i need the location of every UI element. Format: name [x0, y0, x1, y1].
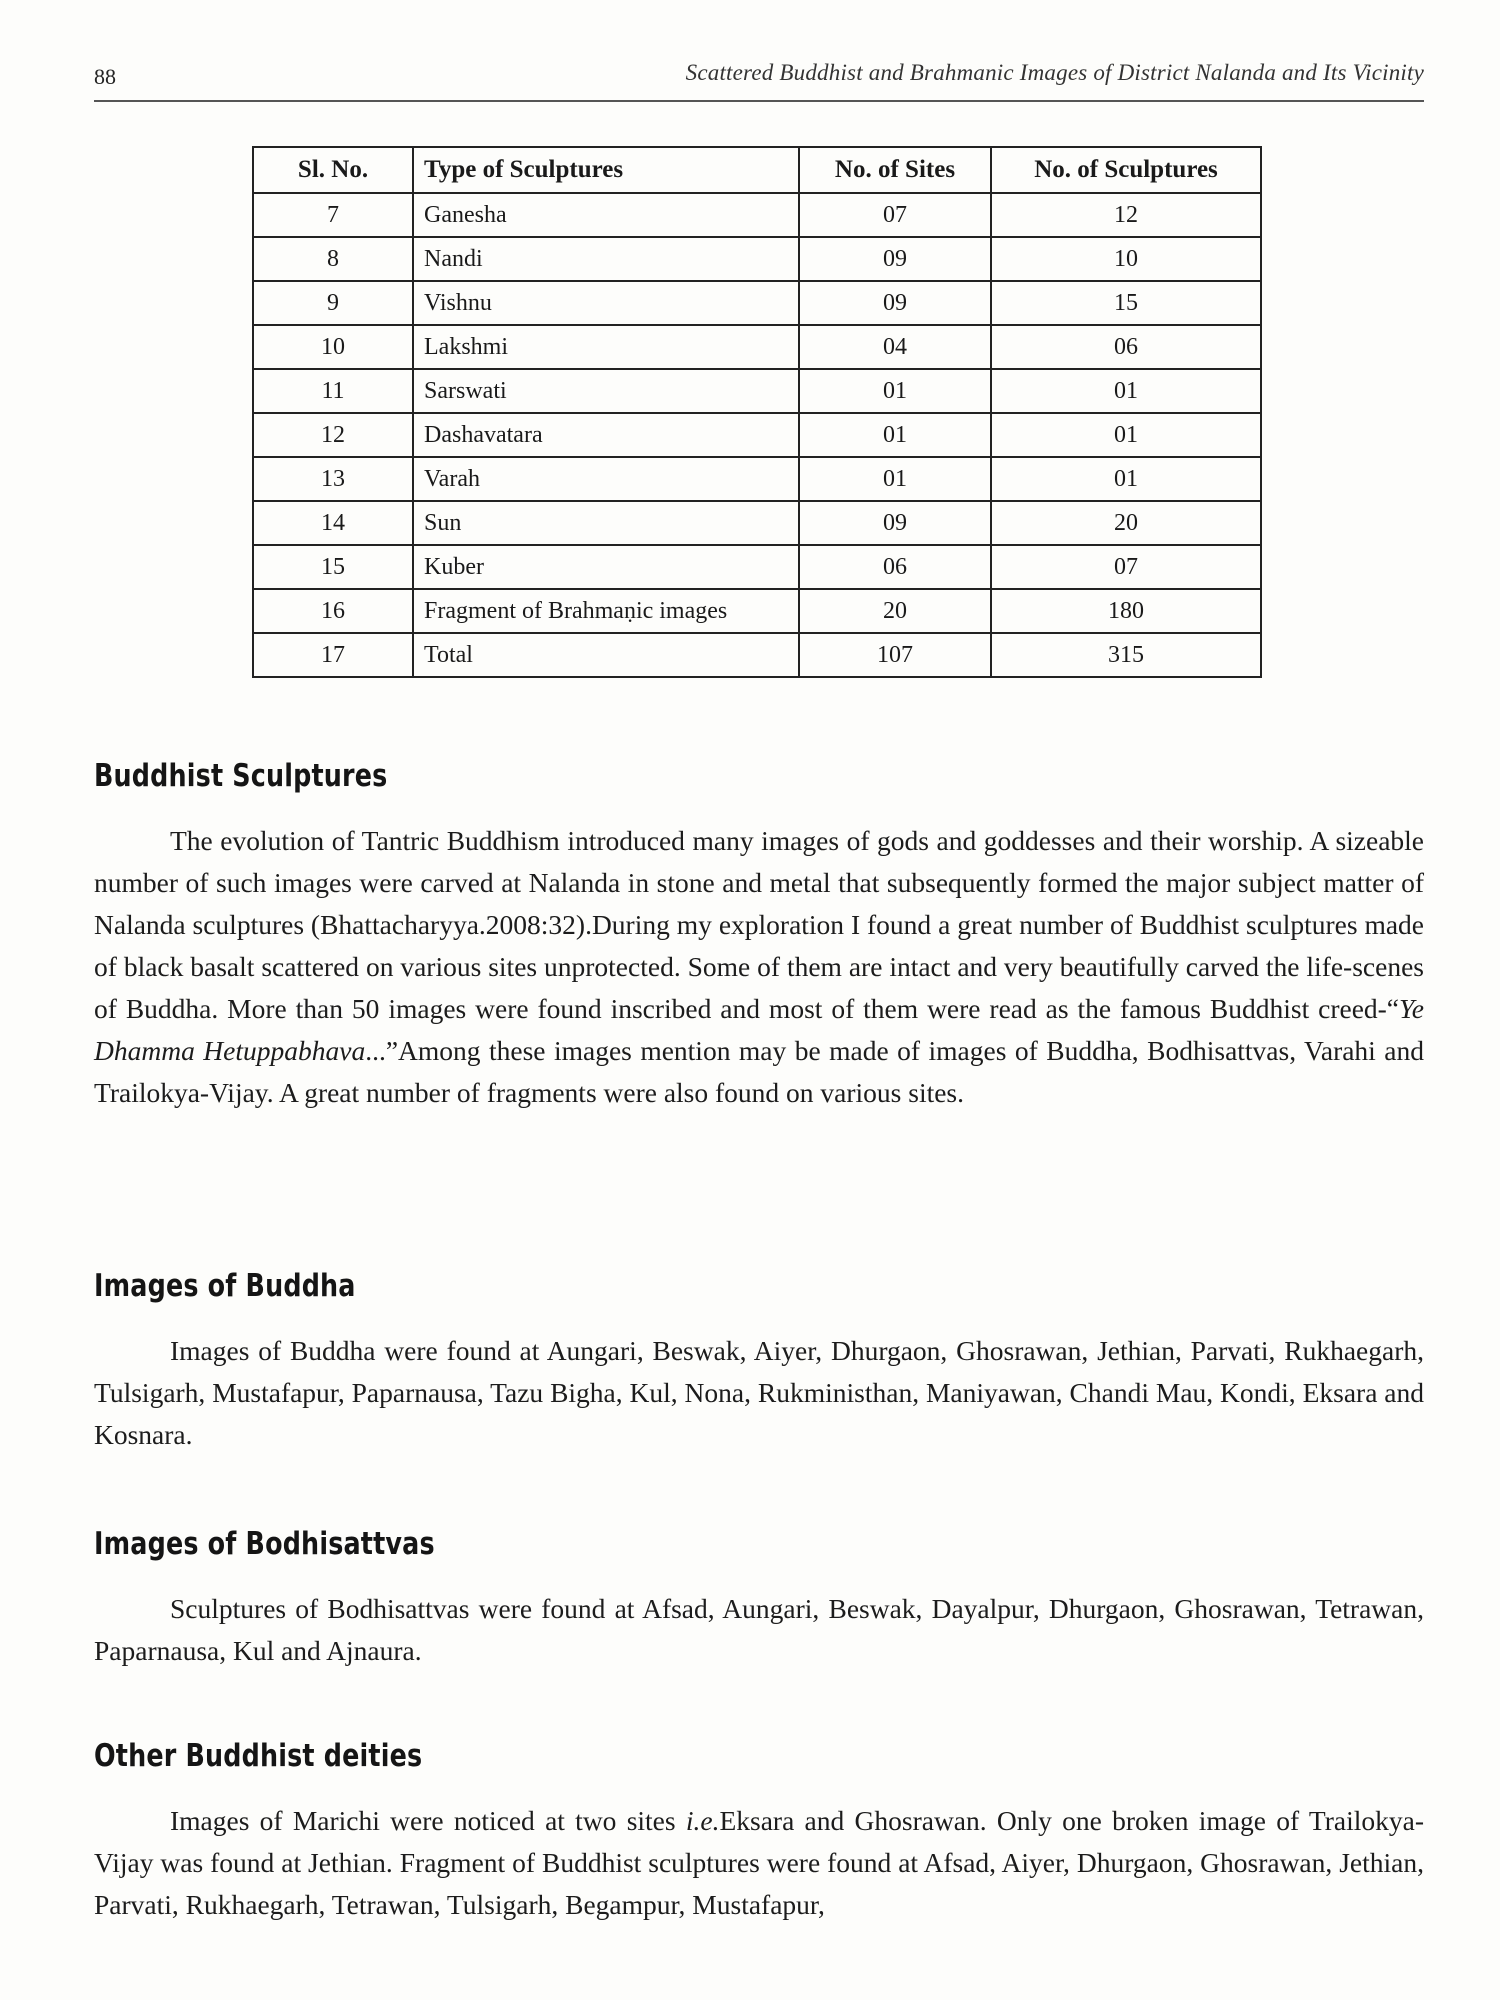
- cell-sculptures: 01: [991, 413, 1261, 457]
- cell-sl-no: 15: [253, 545, 413, 589]
- section-other-buddhist-deities: [94, 1738, 1424, 1926]
- table-row: [253, 193, 1261, 237]
- section-paragraph: [94, 820, 1424, 1114]
- cell-sculptures: 06: [991, 325, 1261, 369]
- section-heading: Buddhist Sculptures: [94, 758, 388, 794]
- section-paragraph: Sculptures of Bodhisattvas were found at Afsad, Aungari, Beswak, Dayalpur, Dhurgaon, Ghosrawan, Tetrawan, Paparnausa, Kul and Ajnaura.: [94, 1593, 1424, 1666]
- cell-sites: 09: [799, 501, 991, 545]
- cell-sculptures: 20: [991, 501, 1261, 545]
- cell-type: Dashavatara: [413, 413, 799, 457]
- cell-sl-no: 16: [253, 589, 413, 633]
- section-images-of-buddha: [94, 1268, 1424, 1456]
- cell-type: Sarswati: [413, 369, 799, 413]
- cell-sl-no: 17: [253, 633, 413, 677]
- cell-type: Nandi: [413, 237, 799, 281]
- running-header: [94, 60, 1424, 102]
- cell-type: Total: [413, 633, 799, 677]
- column-header-type: Type of Sculptures: [413, 147, 799, 193]
- cell-sl-no: 12: [253, 413, 413, 457]
- cell-sites: 01: [799, 369, 991, 413]
- table-row: [253, 589, 1261, 633]
- table-row: [253, 457, 1261, 501]
- cell-sculptures: 01: [991, 457, 1261, 501]
- cell-sl-no: 13: [253, 457, 413, 501]
- section-paragraph: Images of Buddha were found at Aungari, Beswak, Aiyer, Dhurgaon, Ghosrawan, Jethian, Parvati, Rukhaegarh, Tulsigarh, Mustafapur, Paparnausa, Tazu Bigha, Kul, Nona, Rukministhan, Maniyawan, Chandi Mau, Kondi, Eksara and Kosnara.: [94, 1335, 1424, 1450]
- table-body: [253, 193, 1261, 677]
- paragraph-text: Images of Marichi were noticed at two sites: [170, 1805, 686, 1836]
- cell-sites: 107: [799, 633, 991, 677]
- sculpture-count-table: [252, 146, 1262, 678]
- table-header-row: [253, 147, 1261, 193]
- section-heading: Images of Buddha: [94, 1268, 356, 1304]
- column-header-sculptures: No. of Sculptures: [991, 147, 1261, 193]
- paragraph-text-continued: ...”Among these images mention may be made of images of Buddha, Bodhisattvas, Varahi and Trailokya-Vijay. A great number of fragments were also found on various sites.: [94, 1035, 1424, 1108]
- cell-type: Vishnu: [413, 281, 799, 325]
- table-row: [253, 545, 1261, 589]
- table-row: [253, 369, 1261, 413]
- cell-sites: 20: [799, 589, 991, 633]
- cell-type: Lakshmi: [413, 325, 799, 369]
- paragraph-text-continued: Eksara and Ghosrawan. Only one broken image of Trailokya-Vijay was found at Jethian. Fragment of Buddhist sculptures were found at Afsad, Aiyer, Dhurgaon, Ghosrawan, Jethian, Parvati, Rukhaegarh, Tetrawan, Tulsigarh, Begampur, Mustafapur,: [94, 1805, 1424, 1920]
- cell-sites: 06: [799, 545, 991, 589]
- section-buddhist-sculptures: [94, 758, 1424, 1114]
- cell-sl-no: 7: [253, 193, 413, 237]
- cell-sites: 09: [799, 281, 991, 325]
- cell-sculptures: 01: [991, 369, 1261, 413]
- table-row: [253, 633, 1261, 677]
- cell-type: Varah: [413, 457, 799, 501]
- cell-type: Ganesha: [413, 193, 799, 237]
- cell-sites: 01: [799, 457, 991, 501]
- table-row: [253, 325, 1261, 369]
- cell-sl-no: 10: [253, 325, 413, 369]
- cell-sculptures: 315: [991, 633, 1261, 677]
- page-number: 88: [94, 64, 116, 89]
- running-title: Scattered Buddhist and Brahmanic Images of District Nalanda and Its Vicinity: [685, 60, 1424, 85]
- table-row: [253, 501, 1261, 545]
- cell-sl-no: 11: [253, 369, 413, 413]
- paragraph-text: The evolution of Tantric Buddhism introduced many images of gods and goddesses and their worship. A sizeable number of such images were carved at Nalanda in stone and metal that subsequently formed the major subject matter of Nalanda sculptures (Bhattacharyya.2008:32).During my exploration I found a great number of Buddhist sculptures made of black basalt scattered on various sites unprotected. Some of them are intact and very beautifully carved the life-scenes of Buddha. More than 50 images were found inscribed and most of them were read as the famous Buddhist creed-“: [94, 825, 1424, 1024]
- cell-type: Sun: [413, 501, 799, 545]
- cell-sculptures: 15: [991, 281, 1261, 325]
- column-header-sl-no: Sl. No.: [253, 147, 413, 193]
- table-row: [253, 237, 1261, 281]
- cell-sites: 04: [799, 325, 991, 369]
- table-row: [253, 413, 1261, 457]
- section-heading: Other Buddhist deities: [94, 1738, 423, 1774]
- cell-sites: 09: [799, 237, 991, 281]
- table-row: [253, 281, 1261, 325]
- cell-sites: 07: [799, 193, 991, 237]
- sculpture-table-container: [252, 146, 1260, 678]
- cell-sculptures: 07: [991, 545, 1261, 589]
- abbreviation-italic-text: i.e.: [685, 1805, 720, 1836]
- section-paragraph: [94, 1800, 1424, 1926]
- cell-sculptures: 180: [991, 589, 1261, 633]
- creed-italic-text: Ye Dhamma Hetuppabhava: [94, 993, 1424, 1066]
- cell-sl-no: 14: [253, 501, 413, 545]
- column-header-sites: No. of Sites: [799, 147, 991, 193]
- cell-sl-no: 9: [253, 281, 413, 325]
- cell-type: Kuber: [413, 545, 799, 589]
- cell-sites: 01: [799, 413, 991, 457]
- section-heading: Images of Bodhisattvas: [94, 1526, 435, 1562]
- cell-sculptures: 12: [991, 193, 1261, 237]
- section-images-of-bodhisattvas: [94, 1526, 1424, 1672]
- cell-sculptures: 10: [991, 237, 1261, 281]
- cell-sl-no: 8: [253, 237, 413, 281]
- cell-type: Fragment of Brahmaṇic images: [413, 589, 799, 633]
